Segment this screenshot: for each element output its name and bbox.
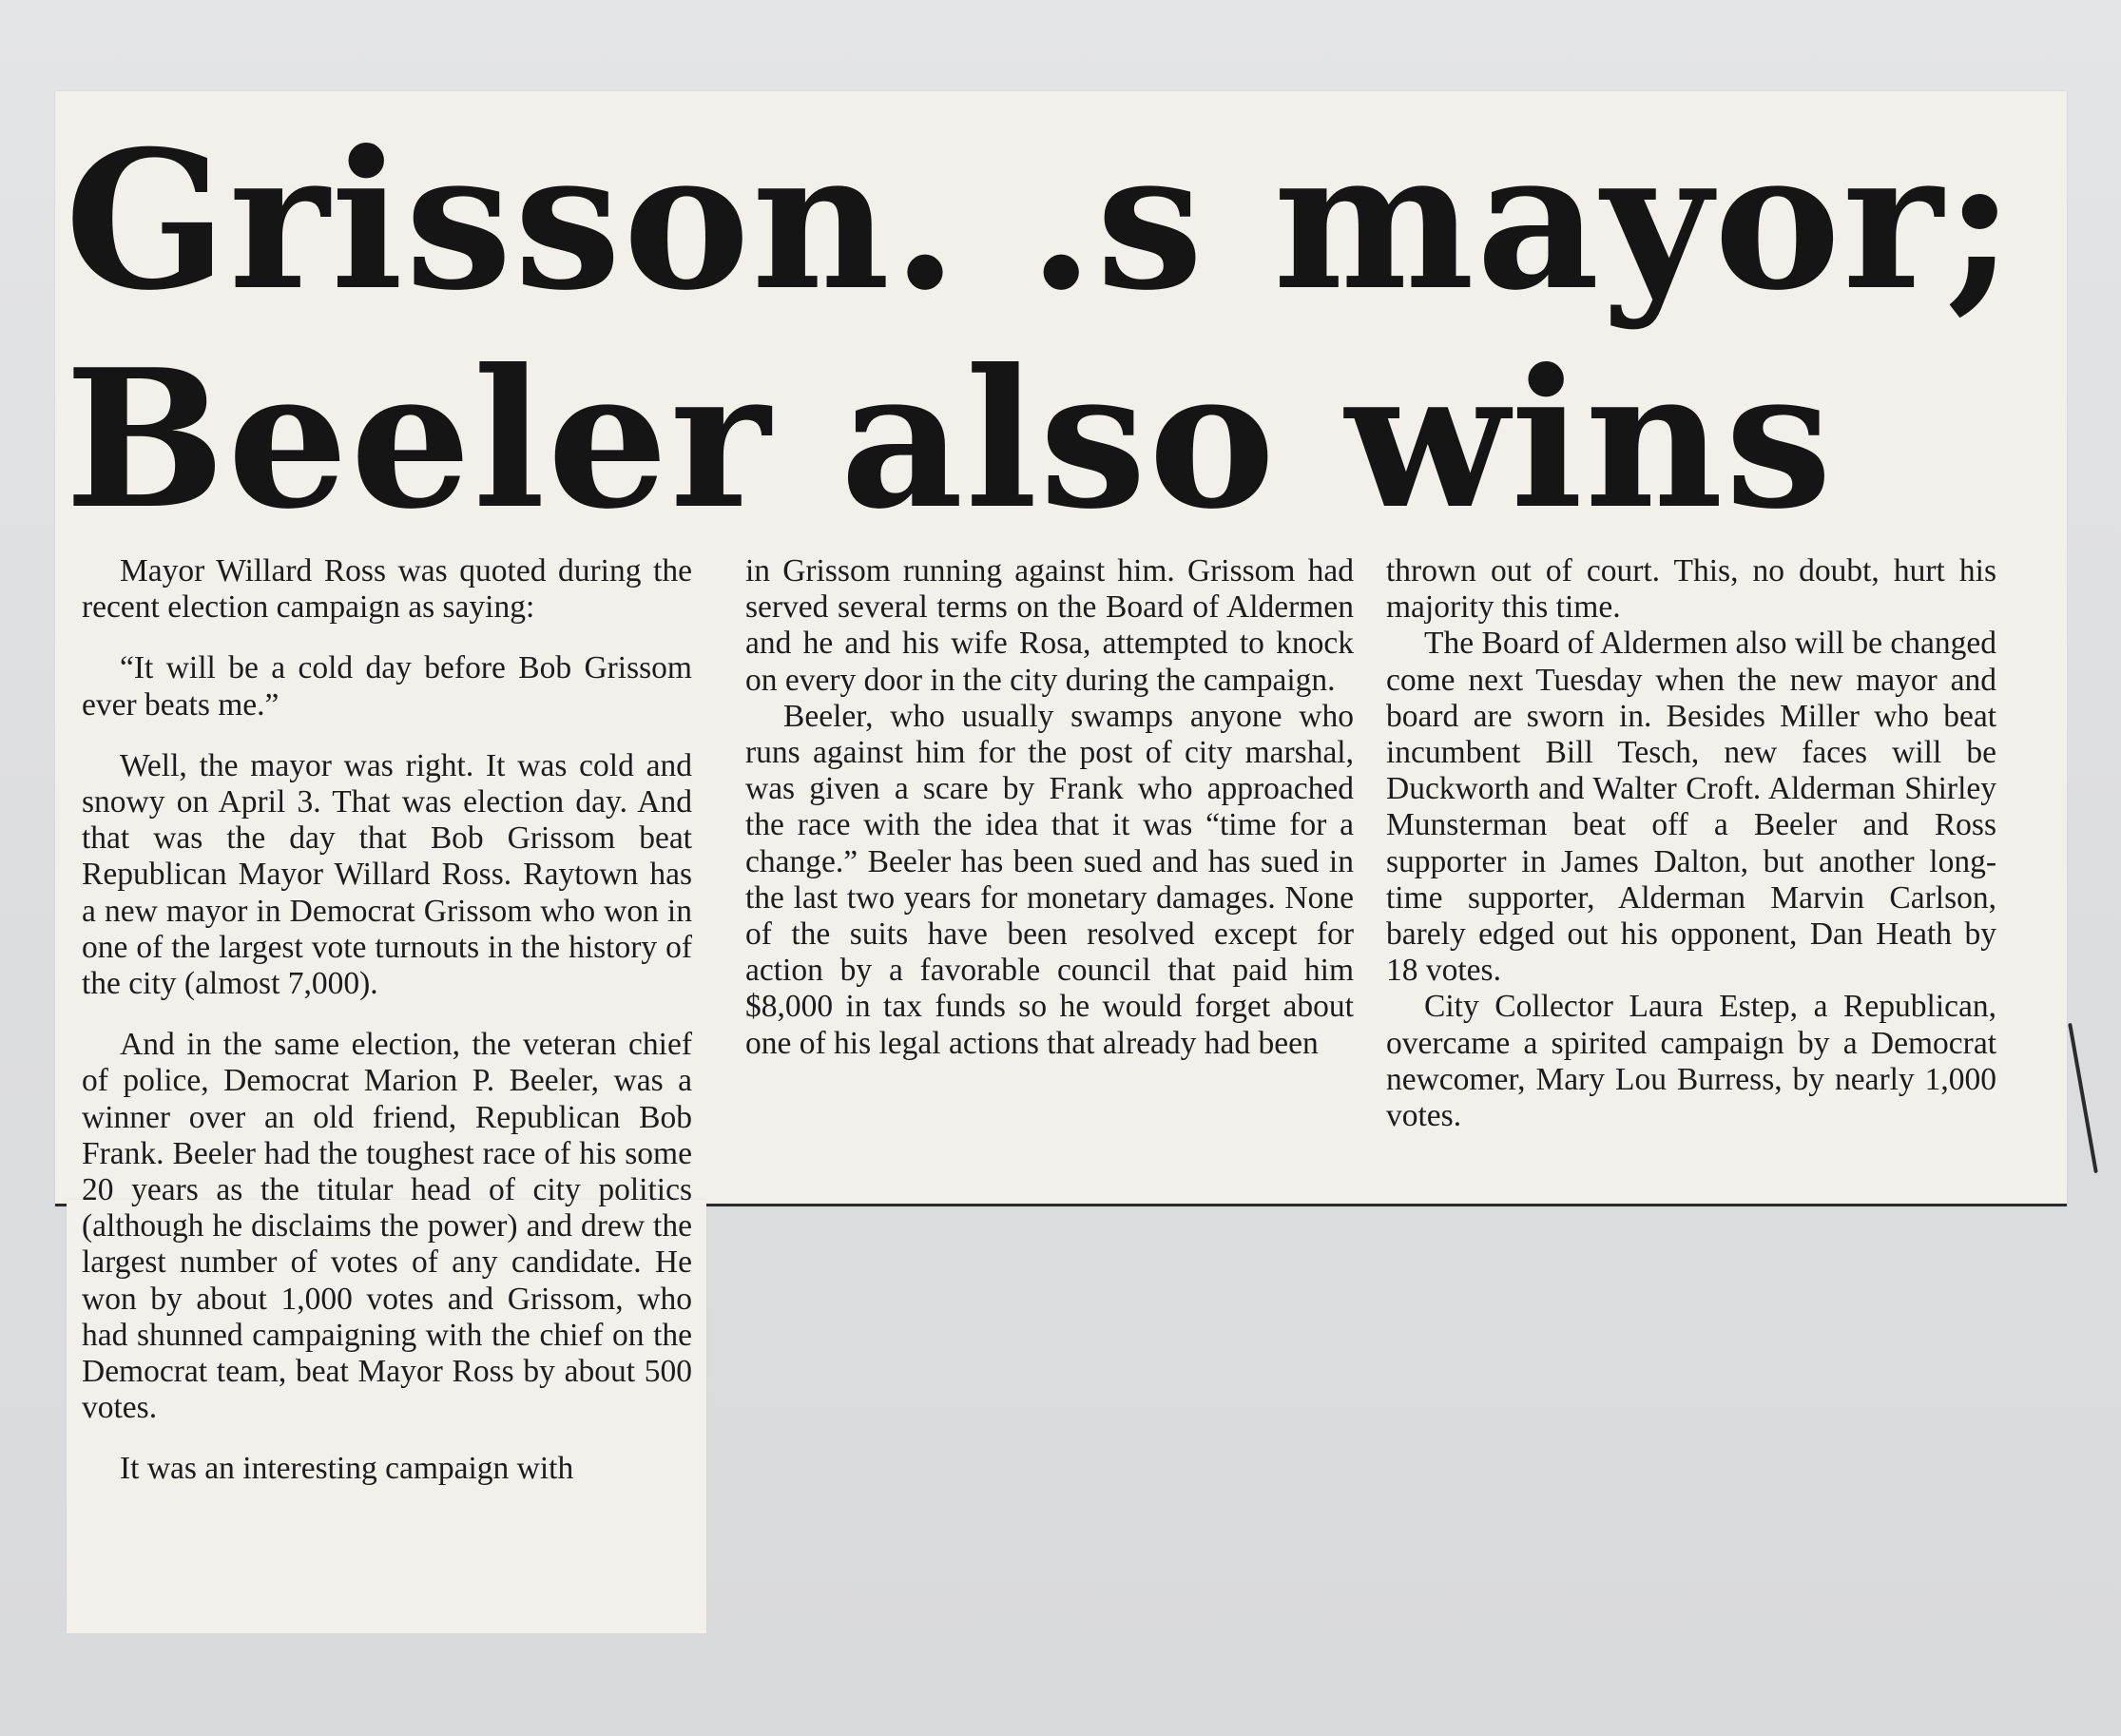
paragraph: And in the same election, the veteran chief of police, Democrat Marion P. Beeler, was a winner over an old friend, Republican Bob Frank. Beeler had the toughest race of his some 20 years as the titular head of city politics (although he disclaims the power) and drew the largest number of votes of any candidate. He won by about 1,000 votes and Grissom, who had shunned campaigning with the chief on the Democrat team, beat Mayor Ross by about 500 votes. xyxy=(82,1027,692,1426)
headline xyxy=(65,109,2017,551)
paragraph: Beeler, who usually swamps anyone who runs against him for the post of city marshal, was given a scare by Frank who approached the race with the idea that it was “time for a change.” Beeler has been sued and has sued in the last two years for monetary damages. None of the suits have been resolved except for action by a favorable council that paid him $8,000 in tax funds so he would forget about one of his legal actions that already had been xyxy=(745,698,1354,1061)
margin-pen-mark xyxy=(2068,1023,2098,1173)
paragraph: in Grissom running against him. Grissom had served several terms on the Board of Aldermen and he and his wife Rosa, attempted to knock on every door in the city during the campaign. xyxy=(745,553,1354,698)
paragraph: “It will be a cold day before Bob Grissom ever beats me.” xyxy=(82,650,692,723)
article-column-2 xyxy=(745,553,1354,1062)
headline-line-1: Grisson. .s mayor; xyxy=(65,109,2017,333)
article-column-3 xyxy=(1386,553,1996,1134)
paragraph: Well, the mayor was right. It was cold and snowy on April 3. That was election day. And that was the day that Bob Grissom beat Republican Mayor Willard Ross. Raytown has a new mayor in Democrat Grissom who won in one of the largest vote turnouts in the history of the city (almost 7,000). xyxy=(82,747,692,1002)
paragraph: It was an interesting campaign with xyxy=(120,1451,574,1487)
paragraph: The Board of Aldermen also will be changed come next Tuesday when the new mayor and board are sworn in. Besides Miller who beat incumbent Bill Tesch, new faces will be Duckworth and Walter Croft. Alderman Shirley Munsterman beat off a Beeler and Ross supporter in James Dalton, but another long-time supporter, Alderman Marvin Carlson, barely edged out his opponent, Dan Heath by 18 votes. xyxy=(1386,626,1996,989)
paragraph: Mayor Willard Ross was quoted during the recent election campaign as saying: xyxy=(82,553,692,626)
paragraph: City Collector Laura Estep, a Republican, overcame a spirited campaign by a Democrat newcomer, Mary Lou Burress, by nearly 1,000 votes. xyxy=(1386,989,1996,1134)
article-column-1 xyxy=(82,553,692,1628)
headline-line-2: Beeler also wins xyxy=(65,328,1835,551)
paragraph: thrown out of court. This, no doubt, hurt his majority this time. xyxy=(1386,553,1996,626)
